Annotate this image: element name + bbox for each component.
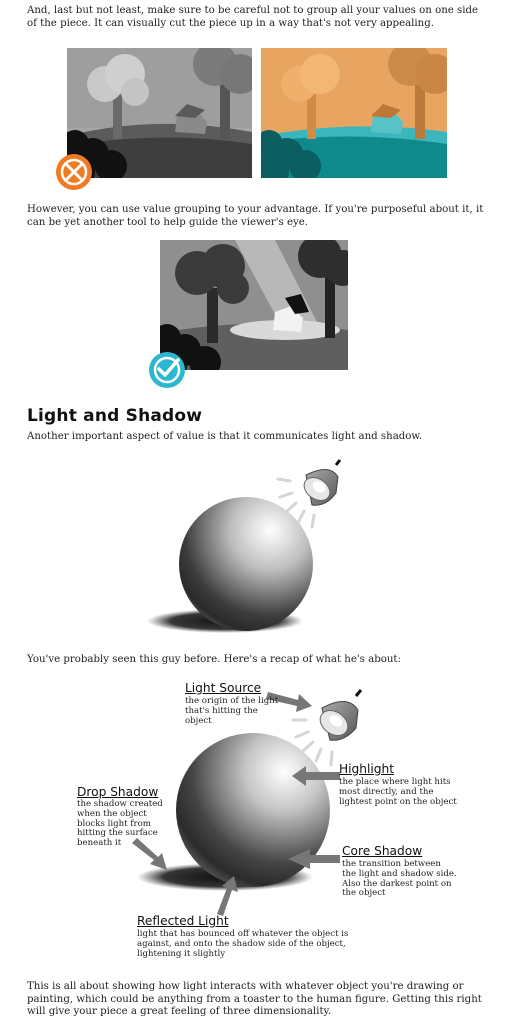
light-source-label: Light Source (185, 681, 262, 695)
sphere-lamp-figure (140, 455, 370, 640)
core-shadow-description: the transition between the light and shadow side. Also the darkest point on the object (342, 859, 457, 899)
checkmark-icon (149, 352, 185, 388)
conclusion-paragraph: This is all about showing how light interacts with whatever object you're drawing or painting, which could be anything from a toaster to the human figure. Getting this right will give your piece a great feeling of three dimensionality. (27, 981, 482, 1018)
drop-shadow-label: Drop Shadow (77, 785, 159, 799)
intro-paragraph: And, last but not least, make sure to be careful not to group all your values on one side of the piece. It can visually cut the piece up in a way that's not very appealing. (27, 5, 479, 29)
section-heading: Light and Shadow (27, 406, 203, 426)
drop-shadow-description: the shadow created when the object blocks light from hitting the surface beneath it (77, 799, 163, 849)
color-panel (253, 44, 455, 190)
highlight-description: the place where light hits most directly, and the lightest point on the object (339, 777, 457, 807)
bad-value-grouping-figure (55, 44, 455, 194)
light-shadow-paragraph: Another important aspect of value is that it communicates light and shadow. (27, 431, 423, 442)
light-source-description: the origin of the light that's hitting the object (185, 696, 279, 726)
x-cross-icon (56, 154, 92, 190)
good-value-grouping-figure (145, 238, 355, 393)
sphere (179, 497, 313, 631)
core-shadow-label: Core Shadow (342, 844, 423, 858)
reflected-light-label: Reflected Light (137, 914, 229, 928)
value-grouping-paragraph: However, you can use value grouping to your advantage. If you're purposeful about it, it can be yet another tool to help guide the viewer's eye. (27, 204, 484, 228)
recap-paragraph: You've probably seen this guy before. Here's a recap of what he's about: (27, 654, 401, 665)
highlight-label: Highlight (339, 762, 395, 776)
reflected-light-description: light that has bounced off whatever the object is against, and onto the shadow side of the object, lightening it slightly (137, 929, 349, 959)
